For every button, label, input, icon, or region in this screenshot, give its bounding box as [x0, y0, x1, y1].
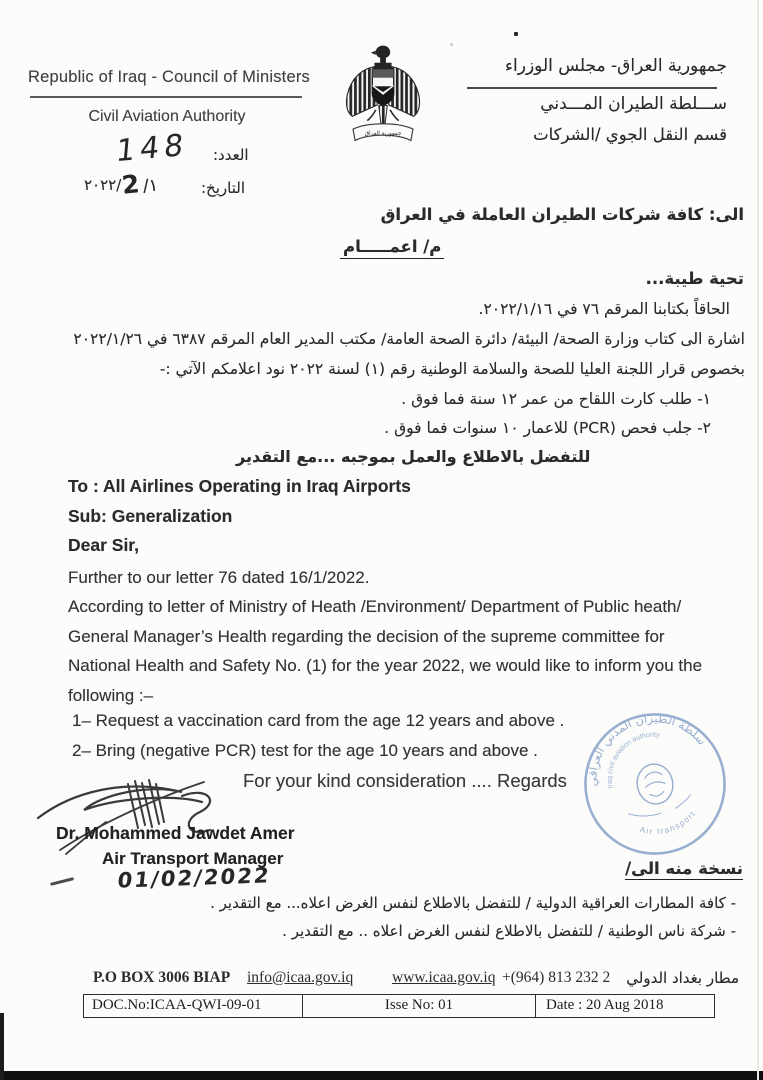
website-text: www.icaa.gov.iq: [392, 969, 496, 986]
subject-line-ar: م/ اعمـــــام: [340, 237, 444, 259]
body-line-1: Further to our letter 76 dated 16/1/2022.: [68, 568, 370, 587]
phone-text: +(964) 813 232 2: [502, 969, 611, 986]
authority-title-en: Civil Aviation Authority: [88, 108, 246, 125]
list-item-ar-2: ٢- جلب فحص (PCR) للاعمار ١٠ سنوات فما فوق .: [384, 419, 711, 437]
addressee-line-en: To : All Airlines Operating in Iraq Airports: [68, 476, 411, 496]
greeting-ar: تحية طيبة...: [645, 269, 744, 288]
body-line-5: following :–: [68, 685, 154, 705]
closing-line-ar: للتفضل بالاطلاع والعمل بموجبه ...مع التقدير: [236, 447, 591, 466]
signatory-name: Dr. Mohammed Jawdet Amer: [56, 823, 295, 843]
svg-text:سلطة الطيران المدني العراقي: [573, 700, 714, 790]
scan-right-edge: [757, 0, 759, 1080]
handwritten-dash-mark: [50, 877, 74, 885]
doc-date-cell: Date : 20 Aug 2018: [546, 997, 664, 1013]
doc-no-cell: DOC.No:ICAA-QWI-09-01: [84, 995, 303, 1017]
email-text: info@icaa.gov.iq: [247, 969, 354, 986]
org-title-en: Republic of Iraq - Council of Ministers: [28, 68, 310, 86]
svg-text:Air transport: [636, 808, 700, 841]
stamp-arc-top-text: سلطة الطيران المدني العراقي: [585, 711, 710, 787]
stamp-arc-mid-text: Iraq civil aviation authority: [606, 731, 660, 790]
scan-artifact-dot: [514, 32, 518, 36]
stamp-arc-bottom-text: Air transport: [638, 808, 698, 837]
issue-no-cell: Isse No: 01: [303, 995, 536, 1017]
scan-artifact-dot: [450, 43, 453, 46]
salutation-en: Dear Sir,: [68, 535, 140, 555]
date-year-printed: ٢٠٢٢/: [84, 176, 122, 194]
date-day-handwritten: /١: [142, 175, 159, 197]
header-right-underline: [467, 87, 717, 89]
doc-control-table: [83, 994, 715, 1018]
cc-item-2: - شركة ناس الوطنية / للتفضل بالاطلاع لنفس الغرض اعلاه .. مع التقدير .: [282, 922, 736, 940]
subject-line-en: Sub: Generalization: [68, 506, 233, 526]
signatory-title: Air Transport Manager: [102, 849, 284, 868]
list-item-en-2: 2– Bring (negative PCR) test for the age 10 years and above .: [72, 741, 538, 760]
department-line-ar: قسم النقل الجوي /الشركات: [533, 125, 727, 144]
authority-line-ar: ســـلطة الطيران المـــدني: [540, 94, 727, 114]
scan-bottom-bar: [0, 1071, 763, 1080]
org-title-underline: [30, 96, 302, 98]
signature-date-handwritten: 01/02/2022: [116, 863, 272, 893]
paragraph-ar-3: بخصوص قرار اللجنة العليا للصحة والسلامة الوطنية رقم (١) لسنة ٢٠٢٢ نود اعلامكم الآتي :-: [159, 360, 745, 378]
emblem-banner-text: جمهورية العراق: [364, 130, 402, 137]
closing-line-en: For your kind consideration .... Regards: [243, 770, 567, 791]
po-box-text: P.O BOX 3006 BIAP: [93, 969, 231, 986]
addressee-line-ar: الى: كافة شركات الطيران العاملة في العراق: [380, 205, 744, 224]
copy-to-label: نسخة منه الى/: [625, 859, 743, 878]
body-line-2: According to letter of Ministry of Heath /Environment/ Department of Public heath/: [68, 597, 682, 617]
paragraph-ar-2: اشارة الى كتاب وزارة الصحة/ البيئة/ دائرة الصحة العامة/ مكتب المدير العام المرقم ٦٣٨٧ في ٢٠٢٢/١/٢٦: [73, 330, 745, 348]
iraq-eagle-emblem-icon: [340, 42, 426, 162]
official-stamp: [567, 696, 743, 872]
body-line-3: General Manager’s Health regarding the decision of the supreme committee for: [68, 626, 665, 646]
date-row: [84, 169, 159, 200]
list-item-en-1: 1– Request a vaccination card from the age 12 years and above .: [72, 711, 565, 730]
list-item-ar-1: ١- طلب كارت اللقاح من عمر ١٢ سنة فما فوق .: [401, 390, 711, 408]
airport-name-ar: مطار بغداد الدولي: [626, 969, 739, 987]
republic-line-ar: جمهورية العراق- مجلس الوزراء: [505, 56, 727, 76]
body-line-4: National Health and Safety No. (1) for the year 2022, we would like to inform you the: [68, 656, 703, 676]
issue-number-handwritten: 148: [114, 127, 190, 170]
scan-left-edge: [0, 1013, 4, 1080]
issue-number-label: العدد:: [213, 146, 249, 164]
body-paragraph-en: [68, 563, 728, 710]
date-label: التاريخ:: [201, 179, 245, 197]
date-month-handwritten: 2: [120, 169, 142, 200]
cc-item-1: - كافة المطارات العراقية الدولية / للتفضل بالاطلاع لنفس الغرض اعلاه... مع التقدير .: [210, 894, 736, 912]
paragraph-ar-1: الحاقاً بكتابنا المرقم ٧٦ في ٢٠٢٢/١/١٦.: [478, 300, 730, 318]
